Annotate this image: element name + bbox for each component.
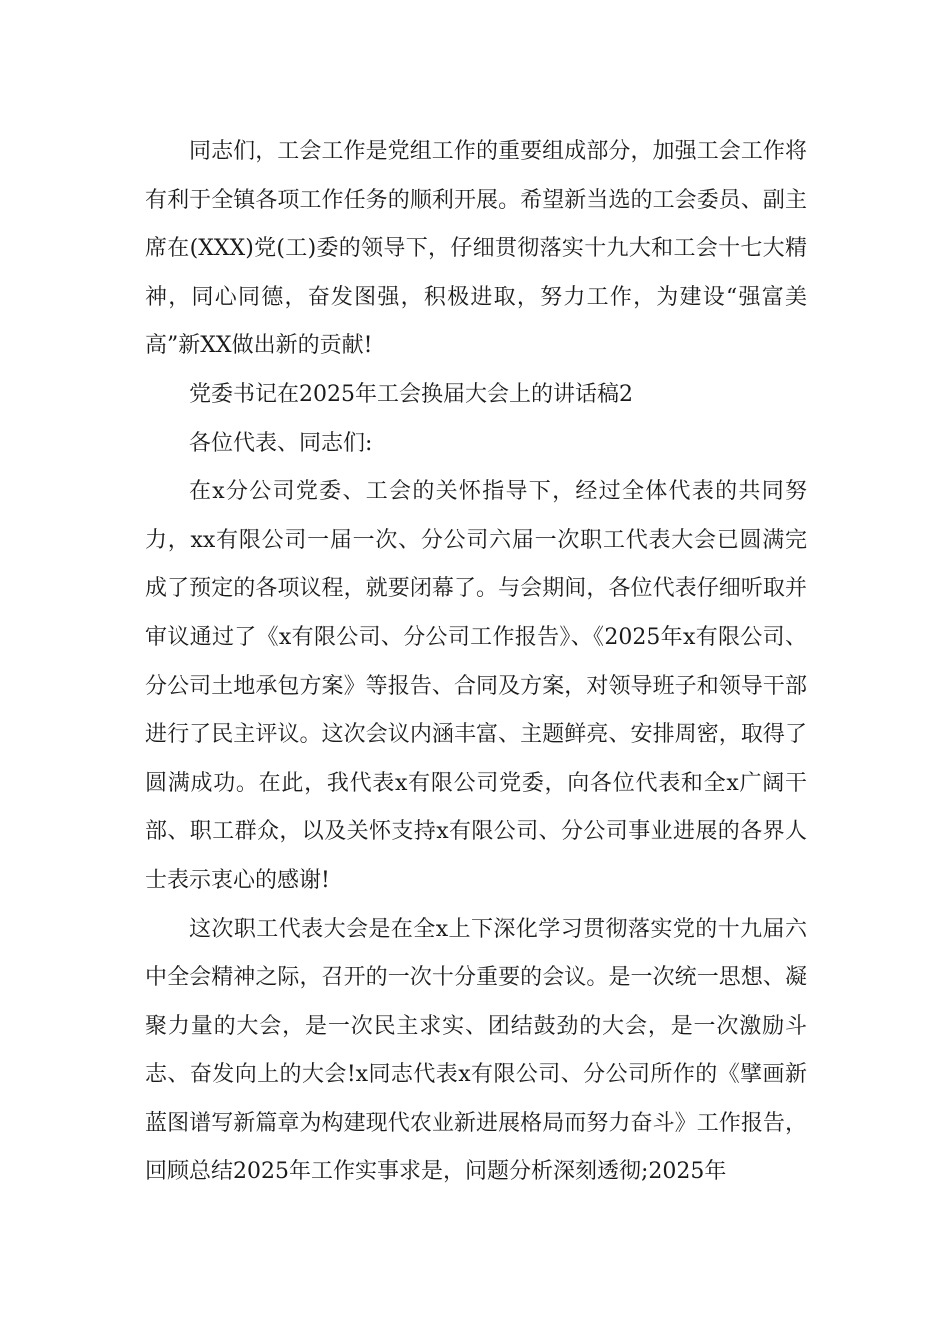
paragraph-meeting-summary: 在x分公司党委、工会的关怀指导下，经过全体代表的共同努力，xx有限公司一届一次、分公司六届一次职工代表大会已圆满完成了预定的各项议程，就要闭幕了。与会期间，各位代表仔细听取并审议通过了《x有限公司、分公司工作报告》、《2025年x有限公司、分公司土地承包方案》等报告、合同及方案，对领导班子和领导干部进行了民主评议。这次会议内涵丰富、主题鲜亮、安排周密，取得了圆满成功。在此，我代表x有限公司党委，向各位代表和全x广阔干部、职工群众，以及关怀支持x有限公司、分公司事业进展的各界人士表示衷心的感谢! — [145, 479, 807, 893]
paragraph-closing-remarks: 同志们，工会工作是党组工作的重要组成部分，加强工会工作将有利于全镇各项工作任务的顺利开展。希望新当选的工会委员、副主席在(XXX)党(工)委的领导下，仔细贯彻落实十九大和工会十七大精神，同心同德，奋发图强，积极进取，努力工作，为建设“强富美高”新XX做出新的贡献! — [145, 139, 807, 359]
document-body — [145, 128, 807, 1197]
salutation: 各位代表、同志们: — [189, 430, 373, 456]
paragraph-meeting-significance: 这次职工代表大会是在全x上下深化学习贯彻落实党的十九届六中全会精神之际，召开的一次十分重要的会议。是一次统一思想、凝聚力量的大会，是一次民主求实、团结鼓劲的大会，是一次激励斗志、奋发向上的大会!x同志代表x有限公司、分公司所作的《擘画新蓝图谱写新篇章为构建现代农业新进展格局而努力奋斗》工作报告，回顾总结2025年工作实事求是，问题分析深刻透彻;2025年 — [145, 916, 807, 1185]
section-title: 党委书记在2025年工会换届大会上的讲话稿2 — [189, 381, 633, 407]
